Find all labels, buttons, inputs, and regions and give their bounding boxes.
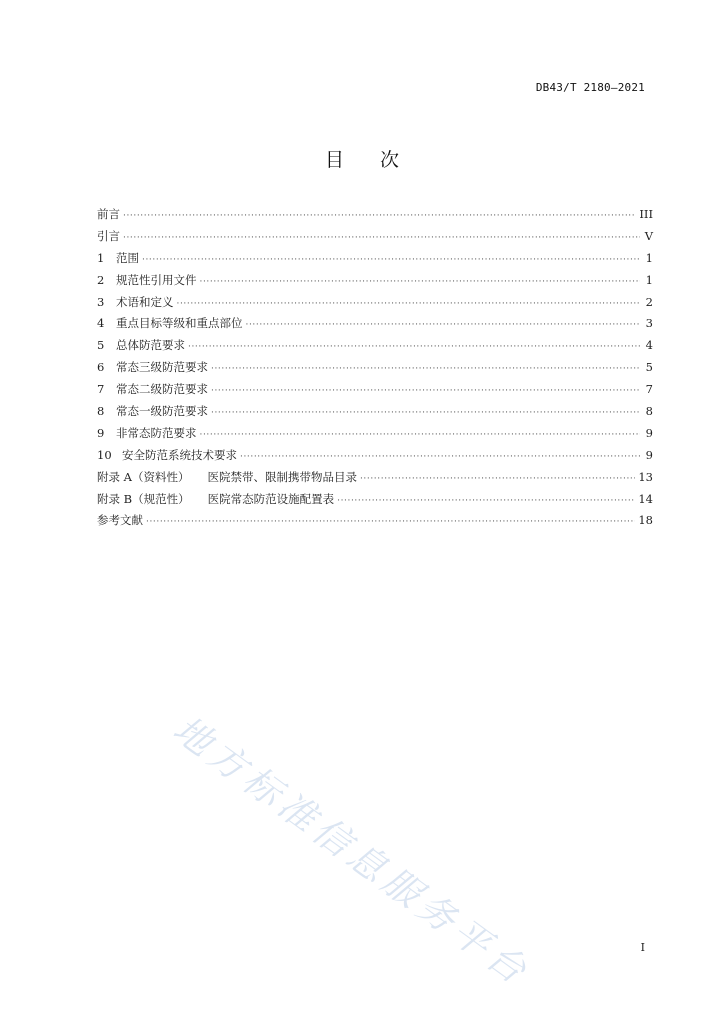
toc-dot-leader [211,381,640,403]
toc-entry-appendix-b[interactable] [97,489,653,511]
toc-entry-label: 常态一级防范要求 [116,404,208,419]
appendix-title: 医院常态防范设施配置表 [207,491,335,506]
toc-entry-label: 引言 [97,228,120,243]
toc-entry-label: 重点目标等级和重点部位 [116,316,243,331]
toc-entry-number: 7 [97,382,105,397]
appendix-title: 医院禁带、限制携带物品目录 [207,469,357,484]
toc-dot-leader [146,512,635,534]
toc-entry-8[interactable] [97,401,653,423]
toc-entry-7[interactable] [97,379,653,401]
toc-entry-9[interactable] [97,423,653,445]
toc-entry-page: 9 [645,447,653,462]
toc-entry-bibliography[interactable] [97,510,653,532]
toc-entry-5[interactable] [97,335,653,357]
appendix-designation: 附录 A（资料性） [97,469,190,484]
toc-entry-label: 范围 [116,250,139,265]
toc-entry-page: 4 [645,338,653,353]
toc-entry-number: 3 [97,294,105,309]
toc-dot-leader [142,250,640,272]
toc-dot-leader [123,206,636,228]
toc-entry-number: 9 [97,425,105,440]
toc-entry-label: 术语和定义 [116,294,174,309]
toc-entry-3[interactable] [97,292,653,314]
toc-dot-leader [188,337,640,359]
toc-entry-page: 1 [645,272,653,287]
toc-entry-page: III [639,207,653,221]
toc-entry-page: 2 [645,294,653,309]
toc-entry-page: 1 [645,250,653,265]
toc-entry-1[interactable] [97,248,653,270]
toc-entry-page: 9 [645,425,653,440]
toc-dot-leader [177,294,641,316]
toc-entry-number: 2 [97,272,105,287]
toc-entry-label: 非常态防范要求 [116,425,197,440]
toc-entry-page: 3 [645,316,653,331]
toc-entry-number: 5 [97,338,105,353]
toc-entry-10[interactable] [97,445,653,467]
toc-entry-number: 8 [97,404,105,419]
toc-entry-6[interactable] [97,357,653,379]
table-of-contents [97,204,653,532]
appendix-designation: 附录 B（规范性） [97,491,190,506]
toc-entry-page: 7 [645,382,653,397]
toc-entry-number: 6 [97,360,105,375]
page-number: I [640,941,645,954]
toc-dot-leader [246,315,641,337]
toc-entry-page: V [644,228,653,243]
toc-dot-leader [240,447,640,469]
toc-entry-page: 14 [638,491,653,506]
toc-entry-label: 总体防范要求 [116,338,185,353]
toc-entry-introduction[interactable] [97,226,653,248]
toc-dot-leader [211,359,640,381]
toc-entry-4[interactable] [97,313,653,335]
page-title: 目次 [324,149,435,171]
toc-dot-leader [123,228,640,250]
toc-dot-leader [200,272,641,294]
watermark: 地方标准信息服务平台 [165,707,539,995]
toc-entry-label: 安全防范系统技术要求 [122,447,237,462]
toc-dot-leader [211,403,640,425]
toc-entry-label: 常态二级防范要求 [116,382,208,397]
toc-entry-foreword[interactable] [97,204,653,226]
toc-entry-appendix-a[interactable] [97,467,653,489]
toc-entry-label [97,489,334,511]
toc-entry-number: 10 [97,447,112,462]
toc-dot-leader [337,491,635,513]
toc-entry-label: 前言 [97,207,120,221]
toc-entry-2[interactable] [97,270,653,292]
document-code: DB43/T 2180—2021 [535,81,645,94]
toc-entry-label: 参考文献 [97,513,143,528]
toc-entry-label [97,467,357,489]
toc-entry-number: 1 [97,250,105,265]
toc-entry-page: 13 [638,469,653,484]
toc-entry-label: 规范性引用文件 [116,272,197,287]
toc-entry-page: 18 [638,513,653,528]
toc-dot-leader [200,425,641,447]
toc-entry-page: 8 [645,404,653,419]
toc-entry-label: 常态三级防范要求 [116,360,208,375]
toc-entry-page: 5 [645,360,653,375]
toc-dot-leader [360,469,635,491]
toc-entry-number: 4 [97,316,105,331]
